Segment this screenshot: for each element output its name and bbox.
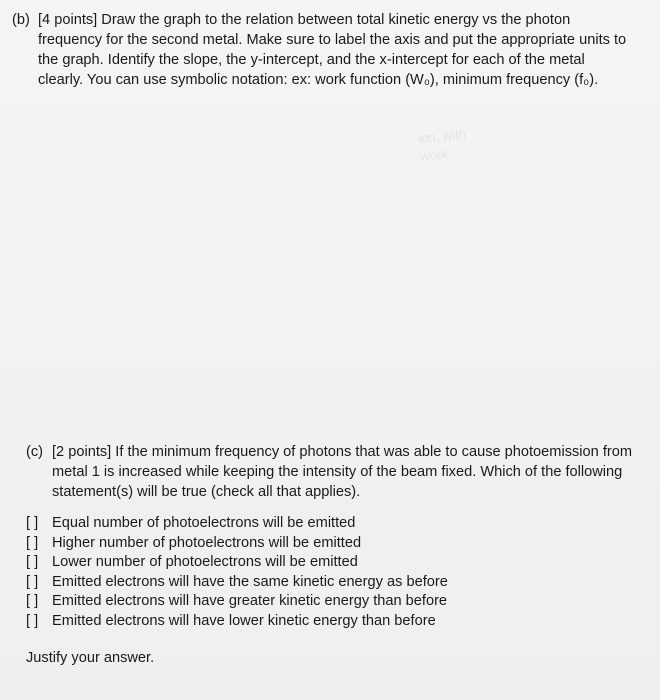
question-c-label: (c) bbox=[26, 444, 44, 460]
option-row bbox=[26, 514, 448, 534]
option-label: Lower number of photoelectrons will be emitted bbox=[52, 554, 358, 571]
checkbox-options bbox=[26, 514, 448, 632]
checkbox[interactable]: [ ] bbox=[26, 573, 39, 590]
question-b-label: (b) bbox=[12, 12, 30, 28]
bleed-through-text: ion, with work bbox=[417, 126, 467, 164]
question-c-line: metal 1 is increased while keeping the intensity of the beam fixed. Which of the following bbox=[52, 464, 623, 480]
option-label: Higher number of photoelectrons will be emitted bbox=[52, 534, 362, 551]
option-row bbox=[26, 573, 448, 593]
question-b bbox=[12, 10, 652, 90]
option-label: Emitted electrons will have the same kinetic energy as before bbox=[52, 573, 448, 590]
checkbox[interactable]: [ ] bbox=[26, 612, 39, 629]
question-c-line: [2 points] If the minimum frequency of photons that was able to cause photoemission from bbox=[52, 444, 633, 460]
question-b-text bbox=[38, 10, 652, 90]
option-row bbox=[26, 592, 448, 612]
option-label: Emitted electrons will have greater kinetic energy than before bbox=[52, 593, 448, 610]
option-row bbox=[26, 534, 448, 554]
question-c-line: statement(s) will be true (check all that applies). bbox=[52, 484, 361, 500]
checkbox[interactable]: [ ] bbox=[26, 515, 39, 531]
option-row bbox=[26, 553, 448, 573]
option-row bbox=[26, 612, 448, 632]
option-label: Equal number of photoelectrons will be emitted bbox=[52, 515, 356, 531]
checkbox[interactable]: [ ] bbox=[26, 534, 39, 551]
justify-prompt: Justify your answer. bbox=[26, 650, 155, 666]
question-b-line: the graph. Identify the slope, the y-intercept, and the x-intercept for each of the metal bbox=[38, 52, 585, 68]
question-c bbox=[26, 442, 646, 502]
question-b-line: frequency for the second metal. Make sure to label the axis and put the appropriate units to bbox=[38, 32, 627, 48]
question-b-line: [4 points] Draw the graph to the relation between total kinetic energy vs the photon bbox=[38, 12, 571, 28]
question-b-line: clearly. You can use symbolic notation: ex: work function (W₀), minimum frequency (f₀). bbox=[38, 72, 599, 88]
option-label: Emitted electrons will have lower kinetic energy than before bbox=[52, 612, 436, 629]
question-c-text bbox=[52, 442, 646, 502]
checkbox[interactable]: [ ] bbox=[26, 554, 39, 571]
checkbox[interactable]: [ ] bbox=[26, 593, 39, 610]
